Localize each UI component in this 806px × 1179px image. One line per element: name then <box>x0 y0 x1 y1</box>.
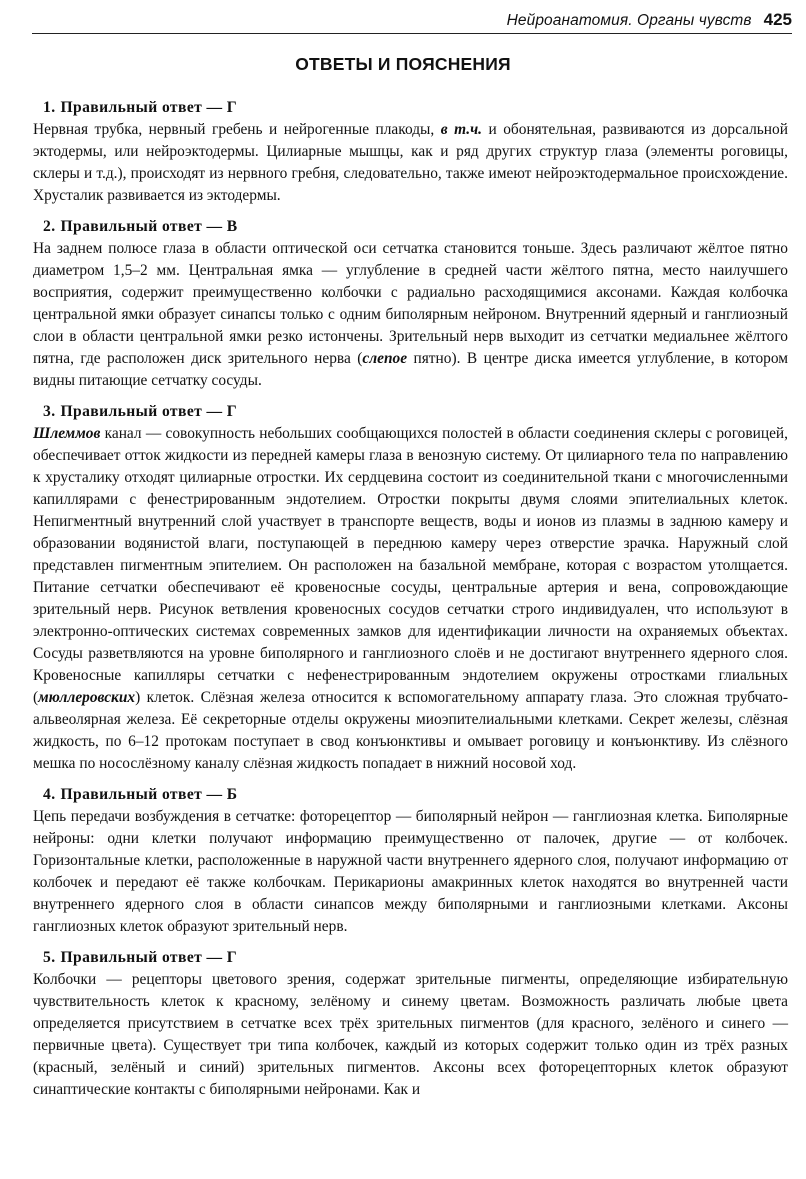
text-run: Цепь передачи возбуждения в сетчатке: фоторецептор — биполярный нейрон — ганглиозная клетка. Биполярные нейроны: одни клетки получают информацию преимущественно от палочек, другие — от колбочек. Горизонтальные клетки, расположенные в наружной части внутреннего ядерного слоя, получают информацию от колбочек и передают её также колбочкам. Перикарионы амакринных клеток находятся во внутренней части внутреннего ядерного слоя в области синапсов между биполярными и ганглиозными клетками. Аксоны ганглиозных клеток образуют зрительный нерв. <box>33 808 788 935</box>
answer-block-4 <box>33 785 788 938</box>
emphasized-term: Шлеммов <box>33 425 101 442</box>
page-number: 425 <box>763 10 792 29</box>
answer-explanation <box>33 423 788 775</box>
answer-number: 2. <box>43 218 56 235</box>
answer-block-2 <box>33 217 788 392</box>
answer-number: 5. <box>43 949 56 966</box>
text-run: Колбочки — рецепторы цветового зрения, содержат зрительные пигменты, определяющие избирательную чувствительность клеток к красному, зелёному и синему цветам. Возможность различать любые цвета определяется присутствием в сетчатке всех трёх зрительных пигментов (для красного, зелёного и синего — первичные цвета). Существует три типа колбочек, каждый из которых содержит только один из трёх разных (красный, зелёный и синий) зрительных пигментов. Аксоны всех фоторецепторных клеток образуют синаптические контакты с биполярными нейронами. Как и <box>33 971 788 1098</box>
emphasized-term: слепое <box>362 350 408 367</box>
answer-heading <box>33 402 788 422</box>
answer-explanation <box>33 238 788 392</box>
answer-heading-text: Правильный ответ — Б <box>60 786 238 803</box>
answer-explanation <box>33 119 788 207</box>
answer-heading-text: Правильный ответ — В <box>60 218 238 235</box>
answer-block-5 <box>33 948 788 1101</box>
answer-heading <box>33 785 788 805</box>
running-header <box>32 8 792 34</box>
answer-heading <box>33 948 788 968</box>
text-run: и обонятельная, развиваются из дорсальной эктодермы, или нейроэктодермы. Цилиарные мышцы, как и ряд других структур глаза (элементы роговицы, склеры и т.д.), происходят из нервного гребня, следовательно, также имеют нейроэктодермальное происхождение. Хрусталик развивается из эктодермы. <box>33 121 788 204</box>
answers-list <box>33 98 788 1111</box>
section-title: ОТВЕТЫ И ПОЯСНЕНИЯ <box>295 54 511 74</box>
text-run: На заднем полюсе глаза в области оптической оси сетчатка становится тоньше. Здесь различают жёлтое пятно диаметром 1,5–2 мм. Центральная ямка — углубление в средней части жёлтого пятна, место наилучшего восприятия, содержит преимущественно колбочки с радиально расходящимися аксонами. Каждая колбочка центральной ямки образует синапсы только с одним биполярным нейроном. Внутренний ядерный и ганглиозный слои в области центральной ямки резко истончены. Зрительный нерв выходит из сетчатки медиальнее жёлтого пятна, где расположен диск зрительного нерва ( <box>33 240 788 367</box>
answer-block-1 <box>33 98 788 207</box>
answer-heading-text: Правильный ответ — Г <box>60 949 238 966</box>
text-run: пятно). В центре диска имеется углубление, в котором видны питающие сетчатку сосуды. <box>33 350 788 389</box>
answer-explanation <box>33 969 788 1101</box>
text-run: ) клеток. Слёзная железа относится к вспомогательному аппарату глаза. Это сложная трубчато-альвеолярная железа. Её секреторные отделы окружены миоэпителиальными клетками. Секрет железы, слёзная жидкость, по 6–12 протокам поступает в свод конъюнктивы и омывает роговицу и конъюнктиву. Из слёзного мешка по носослёзному каналу слёзная жидкость попадает в нижний носовой ход. <box>33 689 788 772</box>
answer-heading-text: Правильный ответ — Г <box>60 99 238 116</box>
text-run: Нервная трубка, нервный гребень и нейрогенные плакоды, <box>33 121 441 138</box>
text-run: канал — совокупность небольших сообщающихся полостей в области соединения склеры с роговицей, обеспечивает отток жидкости из передней камеры глаза в венозную систему. От цилиарного тела по направлению к хрусталику отходят цилиарные отростки. Их сердцевина состоит из соединительной ткани с многочисленными капиллярами с фенестрированным эндотелием. Отростки покрыты двумя слоями эпителиальных клеток. Непигментный внутренний слой участвует в транспорте веществ, воды и ионов из плазмы в заднюю камеру и образовании водянистой влаги, поступающей в переднюю камеру через отверстие зрачка. Наружный слой представлен пигментным эпителием. Он расположен на базальной мембране, которая с возрастом утолщается. Питание сетчатки обеспечивают её кровеносные сосуды, центральные артерия и вена, сопровождающие зрительный нерв. Рисунок ветвления кровеносных сосудов сетчатки строго индивидуален, что используют в электронно-оптических системах современных замков для идентификации личности на охраняемых объектах. Сосуды разветвляются на уровне биполярного и ганглиозного слоёв и не достигают внутреннего ядерного слоя. Кровеносные капилляры сетчатки с нефенестрированным эндотелием окружены отростками глиальных ( <box>33 425 788 706</box>
answer-heading-text: Правильный ответ — Г <box>60 403 238 420</box>
emphasized-term: в т.ч. <box>440 121 483 138</box>
answer-number: 4. <box>43 786 56 803</box>
answer-heading <box>33 217 788 237</box>
emphasized-term: мюллеровских <box>38 689 136 706</box>
answer-explanation <box>33 806 788 938</box>
running-title: Нейроанатомия. Органы чувств <box>506 12 752 29</box>
answer-number: 3. <box>43 403 56 420</box>
answer-heading <box>33 98 788 118</box>
answer-number: 1. <box>43 99 56 116</box>
answer-block-3 <box>33 402 788 775</box>
